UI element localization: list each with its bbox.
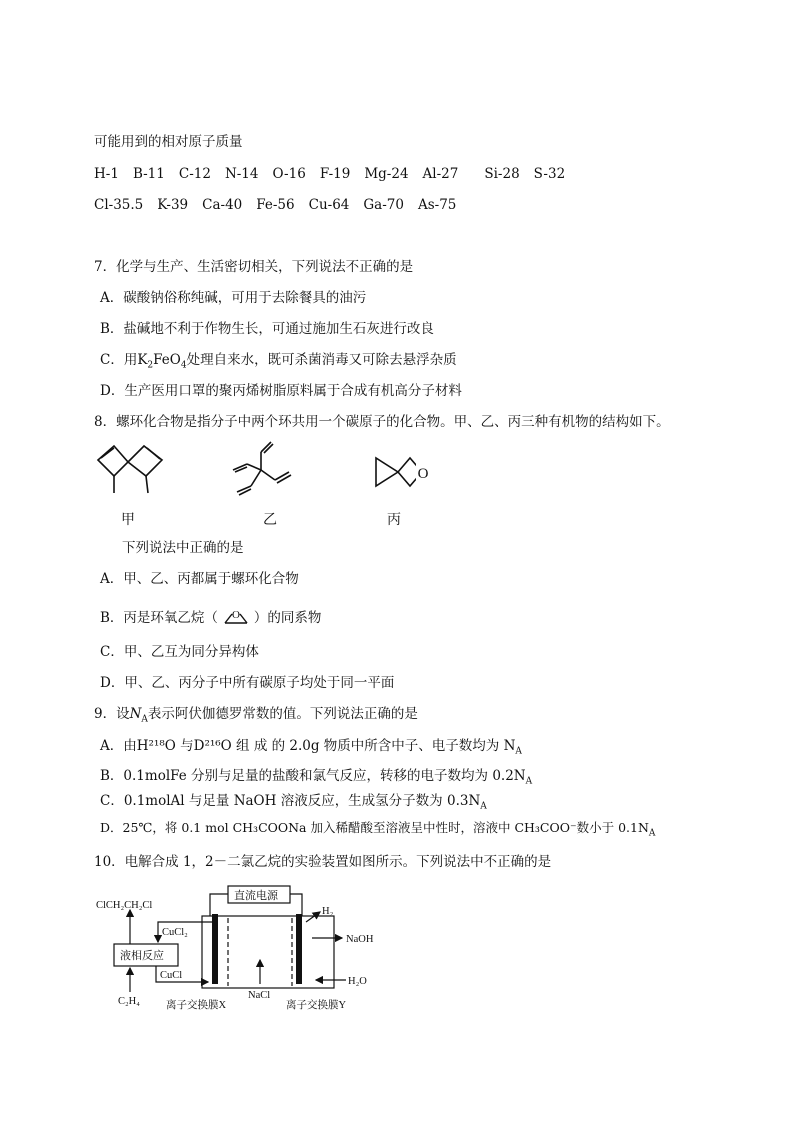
- q7-c-sub2: 4: [180, 360, 187, 371]
- atomic-mass-item: Al-27: [422, 166, 459, 182]
- ethylene-oxide-structure: [222, 606, 250, 626]
- q8-option-b: [100, 606, 321, 627]
- q9-option-a: [100, 737, 522, 761]
- membrane-y-label: 离子交换膜Y: [286, 1000, 347, 1011]
- q9-stem: [94, 705, 418, 729]
- q8-option-a: A．甲、乙、丙都属于螺环化合物: [100, 571, 299, 587]
- q9-d-sub: A: [648, 828, 656, 839]
- q9-stem-a: A: [141, 714, 148, 725]
- cucl-label: CuCl: [160, 970, 183, 981]
- q10-stem: 10．电解合成 1，2－二氯乙烷的实验装置如图所示。下列说法中不正确的是: [94, 854, 552, 870]
- molecule-jia: [92, 438, 172, 498]
- h2-label: H₂: [322, 906, 334, 917]
- atomic-mass-item: N-14: [224, 166, 259, 182]
- cucl2-label: CuCl₂: [162, 927, 188, 938]
- atomic-mass-item: Si-28: [484, 166, 520, 182]
- q9-c-sub: A: [480, 801, 487, 812]
- atomic-mass-item: O-16: [272, 166, 306, 182]
- q7-option-a: A．碳酸钠俗称纯碱，可用于去除餐具的油污: [100, 290, 367, 306]
- atomic-mass-item: Ca-40: [202, 197, 243, 213]
- molecule-yi: [225, 440, 305, 500]
- q8-b-pre: B．丙是环氧乙烷（: [100, 610, 218, 626]
- atomic-mass-item: B-11: [132, 166, 165, 182]
- product-label: ClCH₂CH₂Cl: [96, 900, 153, 911]
- q7-stem: 7．化学与生产、生活密切相关，下列说法不正确的是: [94, 259, 414, 275]
- label-jia: 甲: [121, 512, 135, 528]
- label-yi: 乙: [263, 512, 277, 528]
- q8-option-c: C．甲、乙互为同分异构体: [100, 644, 259, 660]
- atomic-mass-item: As-75: [417, 197, 457, 213]
- oxygen-label: O: [231, 609, 240, 621]
- atomic-mass-item: H-1: [94, 166, 119, 182]
- reactor-label: 液相反应: [120, 950, 164, 962]
- atomic-mass-item: S-32: [533, 166, 566, 182]
- q9-a-text: A．由H²¹⁸O 与D²¹⁶O 组 成 的 2.0g 物质中所含中子、电子数均为 N: [100, 738, 516, 754]
- atomic-mass-item: F-19: [319, 166, 351, 182]
- q8-b-post: ）的同系物: [253, 610, 322, 626]
- q9-stem-n: N: [129, 706, 142, 722]
- q9-d-text: D．25℃，将 0.1 mol CH₃COONa 加入稀醋酸至溶液呈中性时，溶液中 CH₃COO⁻数小于 0.1N: [100, 820, 649, 835]
- q9-stem-post: 表示阿伏伽德罗常数的值。下列说法正确的是: [147, 706, 418, 722]
- q7-c-pre: C．用K: [100, 352, 148, 368]
- q9-stem-pre: 9．设: [94, 706, 130, 722]
- c2h4-label: C₂H₄: [118, 996, 140, 1007]
- q9-option-d: [100, 819, 655, 843]
- q8-stem: 8．螺环化合物是指分子中两个环共用一个碳原子的化合物。甲、乙、丙三种有机物的结构如下。: [94, 414, 670, 430]
- q9-b-text: B．0.1molFe 分别与足量的盐酸和氯气反应，转移的电子数均为 0.2N: [100, 768, 526, 784]
- q7-option-b: B．盐碱地不利于作物生长，可通过施加生石灰进行改良: [100, 321, 434, 337]
- q7-option-c: [100, 351, 457, 375]
- electrolysis-apparatus-diagram: [90, 880, 390, 1015]
- q9-c-text: C．0.1molAl 与足量 NaOH 溶液反应，生成氢分子数为 0.3N: [100, 793, 481, 809]
- h2o-label: H₂O: [348, 976, 367, 987]
- q9-option-c: [100, 792, 487, 816]
- atomic-mass-item: Cl-35.5: [94, 197, 144, 213]
- molecule-bing: [370, 450, 440, 495]
- oxygen-label: O: [417, 466, 429, 482]
- q7-c-sub1: 2: [147, 360, 154, 371]
- membrane-x-label: 离子交换膜X: [166, 1000, 227, 1011]
- atomic-mass-item: Ga-70: [363, 197, 404, 213]
- atomic-mass-item: Cu-64: [308, 197, 350, 213]
- q7-c-post: 处理自来水，既可杀菌消毒又可除去悬浮杂质: [186, 352, 457, 368]
- atomic-mass-item: K-39: [157, 197, 189, 213]
- atomic-mass-item: Mg-24: [364, 166, 409, 182]
- naoh-label: NaOH: [346, 934, 374, 945]
- q8-sub-stem: 下列说法中正确的是: [122, 540, 244, 556]
- atomic-mass-title: 可能用到的相对原子质量: [94, 134, 243, 150]
- atomic-mass-row-2: [94, 196, 470, 214]
- label-bing: 丙: [387, 512, 401, 528]
- atomic-mass-item: Fe-56: [256, 197, 295, 213]
- power-supply-label: 直流电源: [234, 890, 278, 902]
- q7-option-d: D．生产医用口罩的聚丙烯树脂原料属于合成有机高分子材料: [100, 383, 462, 399]
- q8-option-d: D．甲、乙、丙分子中所有碳原子均处于同一平面: [100, 675, 395, 691]
- q9-b-sub: A: [525, 776, 533, 787]
- q7-c-mid: FeO: [153, 352, 181, 368]
- atomic-mass-row-1: [94, 165, 579, 183]
- q9-a-sub: A: [515, 746, 522, 757]
- q9-option-b: [100, 767, 532, 791]
- nacl-label: NaCl: [248, 990, 271, 1001]
- atomic-mass-item: C-12: [178, 166, 211, 182]
